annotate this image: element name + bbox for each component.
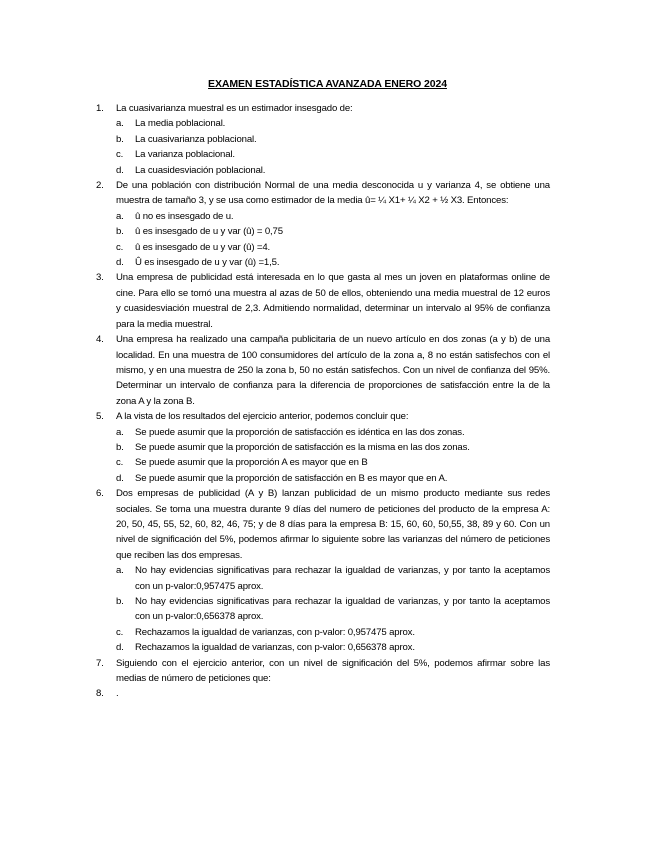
option-text: La varianza poblacional. — [135, 149, 235, 161]
question-text: . — [116, 688, 119, 700]
question-8 — [96, 686, 550, 701]
answer-option — [96, 640, 550, 655]
question-number: 1. — [96, 103, 104, 114]
option-text: No hay evidencias significativas para rechazar la igualdad de varianzas, y por tanto la aceptamos con un p-valor:0,656378 aprox. — [135, 596, 550, 623]
option-text: La cuasidesviación poblacional. — [135, 164, 266, 176]
option-letter: a. — [116, 118, 124, 130]
question-text: A la vista de los resultados del ejercicio anterior, podemos concluir que: — [116, 411, 409, 423]
option-letter: a. — [116, 426, 124, 438]
question-text: Una empresa ha realizado una campaña publicitaria de un nuevo artículo en dos zonas (a y b) de una localidad. En una muestra de 100 consumidores del artículo de la zona a, 8 no están satisfechos con el mismo, y en una muestra de 250 la zona b, 50 no están satisfechos. Con un nivel de confianza del 95%. Determinar un intervalo de confianza para la diferencia de proporciones de satisfacción entre la de la zona A y la zona B. — [116, 334, 550, 407]
question-number: 8. — [96, 688, 104, 700]
answer-option — [96, 224, 550, 239]
question-5 — [96, 409, 550, 424]
option-letter: d. — [116, 642, 124, 654]
answer-option — [96, 471, 550, 486]
question-number: 6. — [96, 488, 104, 500]
option-text: Rechazamos la igualdad de varianzas, con p-valor: 0,656378 aprox. — [135, 642, 415, 654]
answer-options — [96, 563, 550, 655]
option-letter: c. — [116, 626, 124, 638]
answer-option — [96, 132, 550, 147]
question-2 — [96, 178, 550, 209]
option-letter: c. — [116, 241, 124, 253]
question-6 — [96, 486, 550, 563]
question-number: 7. — [96, 657, 104, 669]
question-text: Siguiendo con el ejercicio anterior, con un nivel de significación del 5%, podemos afirmar sobre las medias de número de peticiones que: — [116, 657, 550, 685]
answer-option — [96, 255, 550, 270]
answer-option — [96, 147, 550, 162]
option-text: Se puede asumir que la proporción de satisfacción es idéntica en las dos zonas. — [135, 426, 465, 438]
question-1 — [96, 101, 550, 116]
option-letter: a. — [116, 565, 124, 577]
answer-option — [96, 425, 550, 440]
answer-options — [96, 209, 550, 271]
question-7 — [96, 656, 550, 687]
option-letter: b. — [116, 133, 124, 145]
option-text: La cuasivarianza poblacional. — [135, 133, 257, 145]
option-text: û no es insesgado de u. — [135, 210, 234, 222]
option-letter: b. — [116, 441, 124, 453]
question-number: 2. — [96, 180, 104, 192]
answer-option — [96, 594, 550, 625]
question-text: La cuasivarianza muestral es un estimador insesgado de: — [116, 103, 353, 114]
option-text: û es insesgado de u y var (û) = 0,75 — [135, 226, 283, 238]
answer-option — [96, 116, 550, 131]
option-text: û es insesgado de u y var (û) =4. — [135, 241, 271, 253]
question-text: De una población con distribución Normal de una media desconocida u y varianza 4, se obtiene una muestra de tamaño 3, y se usa como estimador de la media û= ¼ X1+ ¼ X2 + ½ X3. Entonces: — [116, 180, 550, 207]
answer-option — [96, 625, 550, 640]
option-text: Se puede asumir que la proporción de satisfacción es la misma en las dos zonas. — [135, 441, 470, 453]
question-4 — [96, 332, 550, 409]
question-number: 5. — [96, 411, 104, 423]
option-text: No hay evidencias significativas para rechazar la igualdad de varianzas, y por tanto la aceptamos con un p-valor:0,957475 aprox. — [135, 565, 550, 592]
option-letter: b. — [116, 226, 124, 238]
option-text: La media poblacional. — [135, 118, 226, 130]
answer-options — [96, 116, 550, 178]
question-list — [96, 101, 550, 702]
answer-option — [96, 455, 550, 470]
option-text: Se puede asumir que la proporción de satisfacción en B es mayor que en A. — [135, 472, 448, 484]
option-letter: b. — [116, 596, 124, 607]
option-letter: d. — [116, 472, 124, 484]
question-number: 3. — [96, 272, 104, 284]
question-number: 4. — [96, 334, 104, 346]
option-letter: d. — [116, 257, 124, 269]
answer-option — [96, 163, 550, 178]
option-letter: c. — [116, 149, 124, 161]
option-text: Û es insesgado de u y var (û) =1,5. — [135, 257, 280, 269]
option-text: Rechazamos la igualdad de varianzas, con p-valor: 0,957475 aprox. — [135, 626, 415, 638]
answer-option — [96, 440, 550, 455]
option-letter: c. — [116, 457, 124, 469]
answer-option — [96, 240, 550, 255]
option-letter: d. — [116, 164, 124, 176]
question-text: Una empresa de publicidad está interesada en lo que gasta al mes un joven en plataformas online de cine. Para ello se tomó una muestra al azas de 50 de ellos, obteniendo una media muestral de 12 euros y cuasidesviación muestral de 2,3. Admitiendo normalidad, determinar un intervalo al 95% de confianza para la media muestral. — [116, 272, 550, 330]
answer-option — [96, 563, 550, 594]
option-text: Se puede asumir que la proporción A es mayor que en B — [135, 457, 368, 469]
answer-option — [96, 209, 550, 224]
option-letter: a. — [116, 210, 124, 222]
answer-options — [96, 425, 550, 487]
question-text: Dos empresas de publicidad (A y B) lanzan publicidad de un mismo producto mediante sus redes sociales. Se toma una muestra durante 9 días del numero de peticiones del producto de la empresa A: 20, 50, 45, 55, 52, 60, 82, 46, 75; y de 8 días para la empresa B: 15, 60, 60, 50,55, 38, 89 y 60. Con un nivel de significación del 5%, podemos afirmar lo siguiente sobre las varianzas del número de peticiones que reciben las dos empresas. — [116, 488, 550, 561]
exam-title: EXAMEN ESTADÍSTICA AVANZADA ENERO 2024 — [208, 78, 447, 90]
question-3 — [96, 270, 550, 332]
